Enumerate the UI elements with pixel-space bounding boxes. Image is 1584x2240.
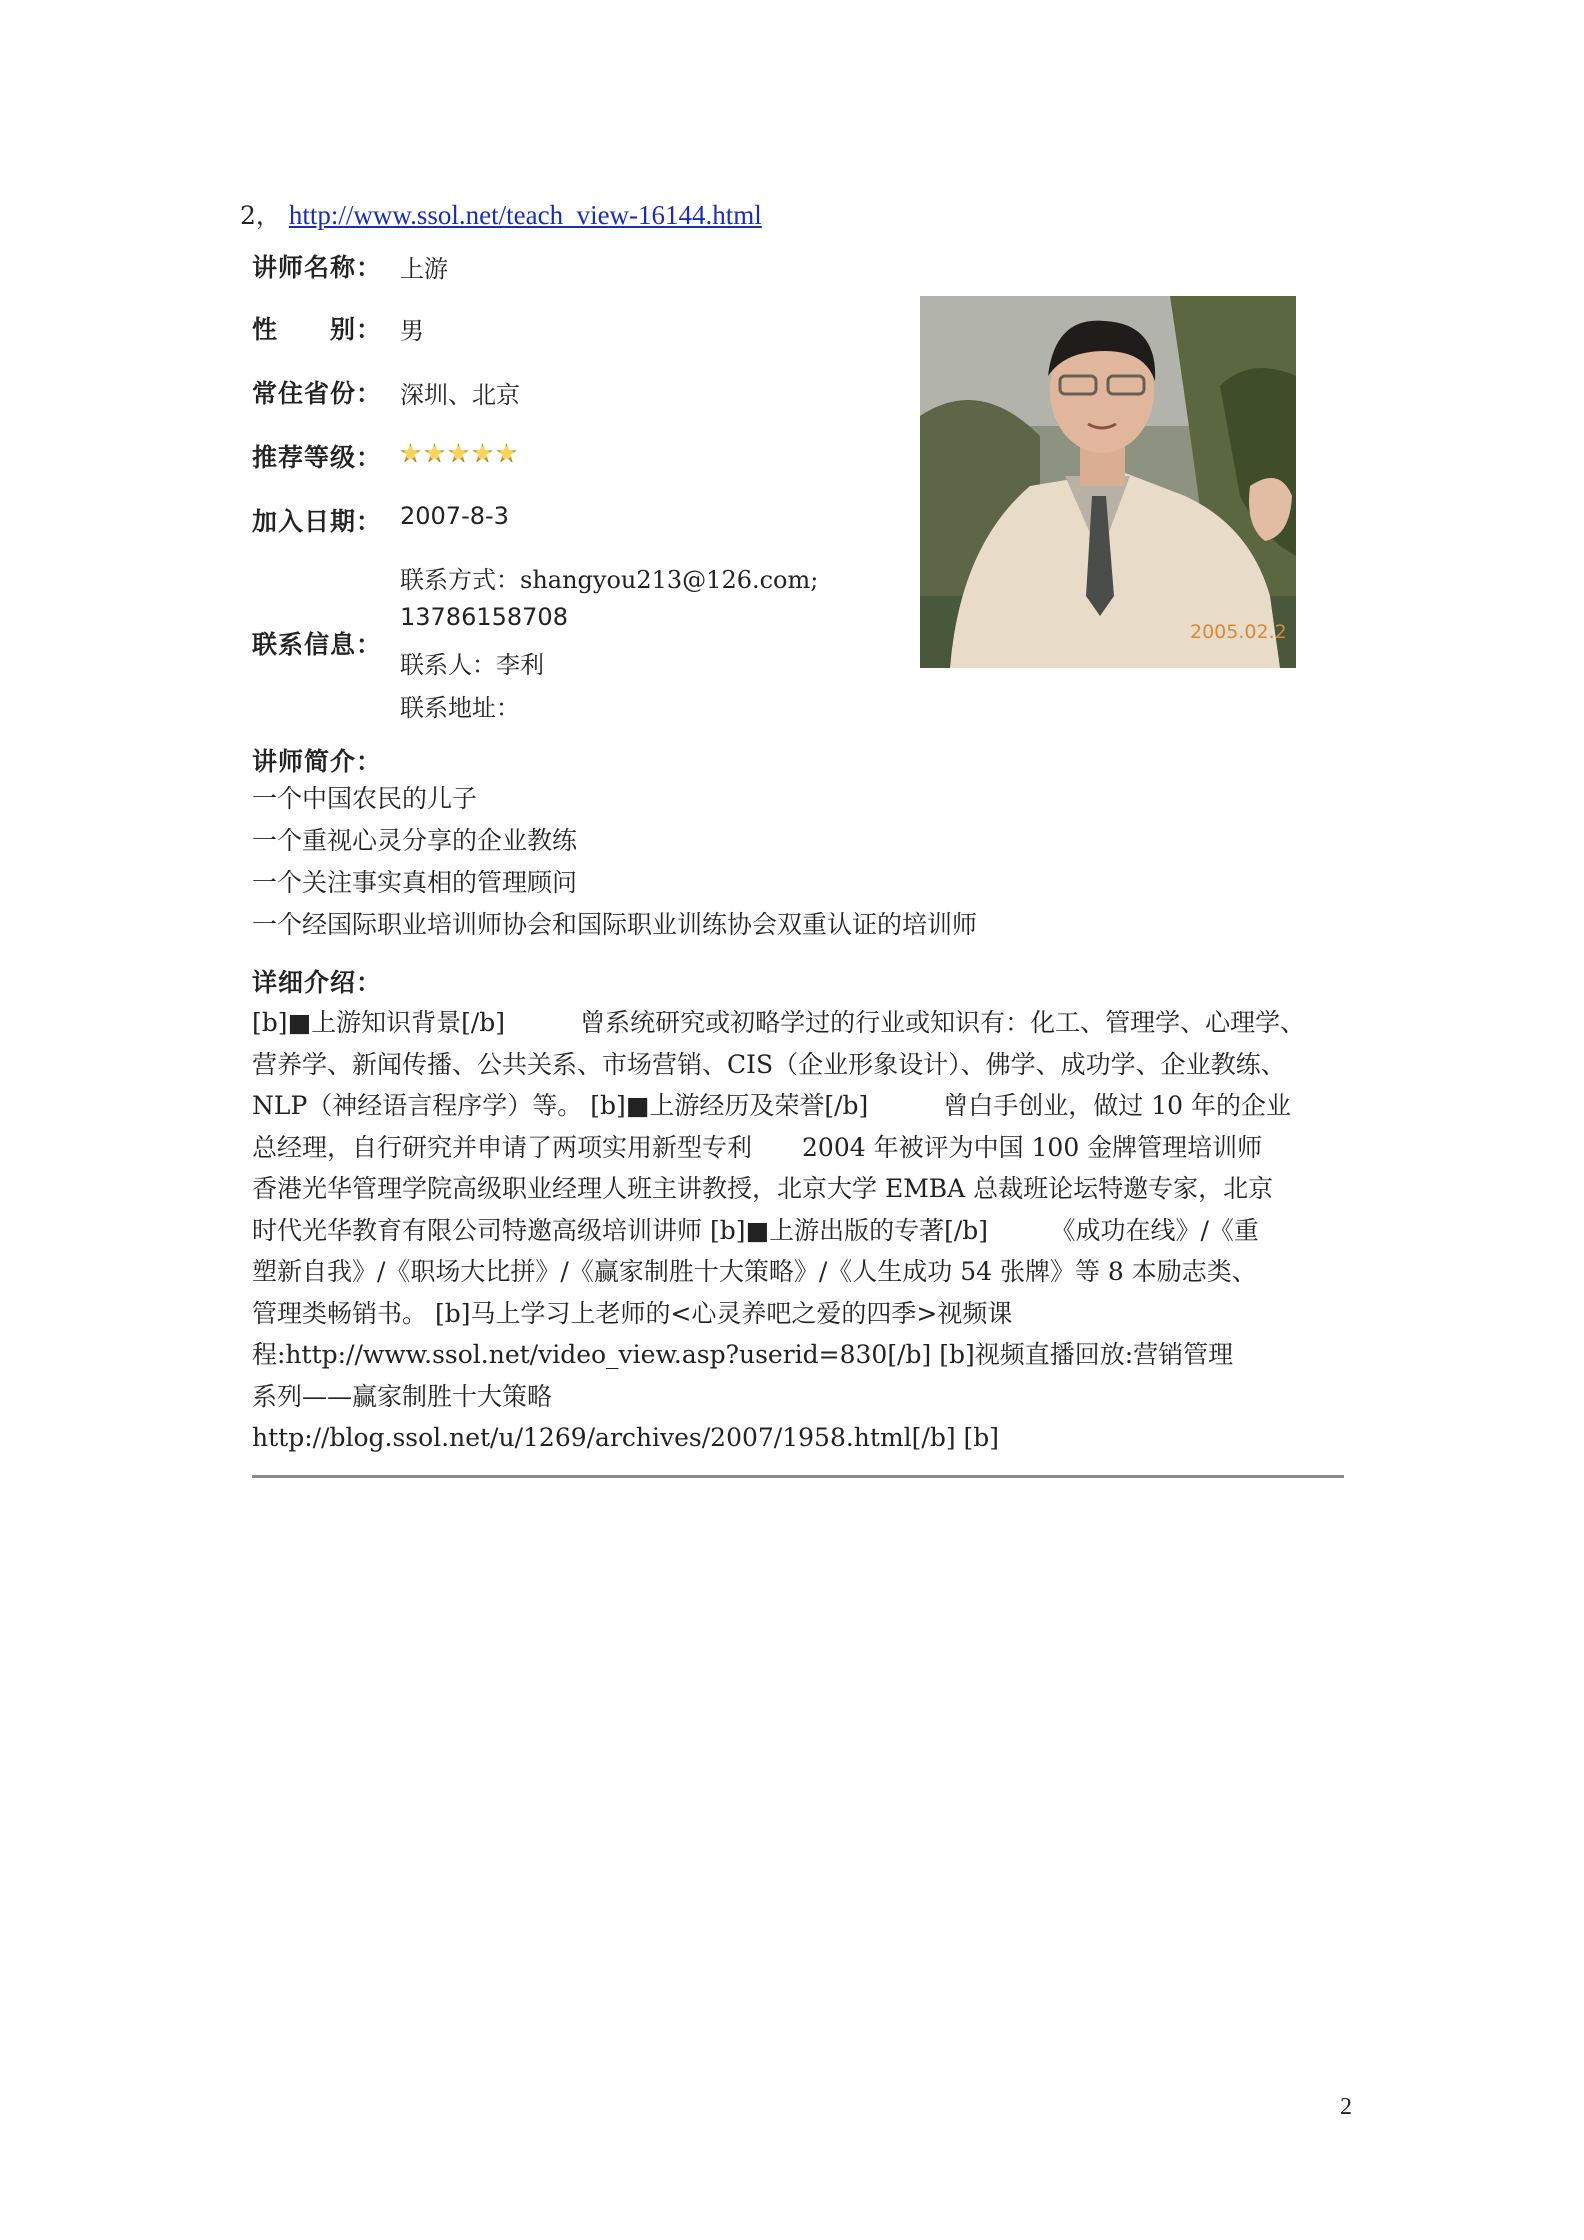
name-value: 上游 [400,255,448,283]
star-icon [472,443,493,464]
intro-line: 一个关注事实真相的管理顾问 [252,868,578,897]
contact-line-4: 联系地址： [400,694,520,722]
contact-line-3: 联系人：李利 [400,651,544,679]
contact-label: 联系信息： [252,630,383,659]
star-icon [400,443,421,464]
province-label: 常住省份： [252,379,383,408]
star-icon [424,443,445,464]
gender-label: 性 别： [252,315,383,344]
detail-line: 程:http://www.ssol.net/video_view.asp?userid=830[/b] [b]视频直播回放:营销管理 [252,1340,1234,1369]
intro-line: 一个重视心灵分享的企业教练 [252,826,578,855]
join-date-label: 加入日期： [252,507,383,536]
section-divider [252,1475,1344,1478]
gender-value: 男 [400,317,424,345]
teacher-photo [920,296,1296,668]
detail-line: [b]■上游知识背景[/b] 曾系统研究或初略学过的行业或知识有：化工、管理学、心理学、 [252,1008,1306,1037]
name-label: 讲师名称： [252,253,383,282]
intro-line: 一个经国际职业培训师协会和国际职业训练协会双重认证的培训师 [252,910,978,939]
photo-date-stamp: 2005.02.2 [1190,621,1287,643]
contact-line-2: 13786158708 [400,603,568,631]
star-icon [496,443,517,464]
detail-line: 时代光华教育有限公司特邀高级培训讲师 [b]■上游出版的专著[/b] 《成功在线》/《重 [252,1215,1259,1245]
detail-line: NLP（神经语言程序学）等。 [b]■上游经历及荣誉[/b] 曾白手创业，做过 10 年的企业 [252,1091,1292,1120]
intro-list [252,778,1342,946]
detail-line: 塑新自我》/《职场大比拼》/《赢家制胜十大策略》/《人生成功 54 张牌》等 8 本励志类、 [252,1257,1257,1286]
rating-label: 推荐等级： [252,443,383,472]
detail-line: 香港光华管理学院高级职业经理人班主讲教授，北京大学 EMBA 总裁班论坛特邀专家，北京 [252,1174,1274,1203]
detail-text [252,1002,1342,1459]
rating-stars [400,443,517,464]
star-icon [448,443,469,464]
page-number: 2 [1340,2094,1352,2120]
teacher-link[interactable]: http://www.ssol.net/teach_view-16144.html [288,200,762,230]
detail-line: 总经理，自行研究并申请了两项实用新型专利 2004 年被评为中国 100 金牌管理培训师 [252,1132,1263,1162]
detail-line: http://blog.ssol.net/u/1269/archives/2007/1958.html[/b] [b] [252,1423,1000,1452]
detail-line: 系列——赢家制胜十大策略 [252,1381,553,1411]
detail-line: 营养学、新闻传播、公共关系、市场营销、CIS（企业形象设计）、佛学、成功学、企业教练、 [252,1049,1286,1079]
detail-line: 管理类畅销书。 [b]马上学习上老师的<心灵养吧之爱的四季>视频课 [252,1298,1013,1328]
contact-line-1: 联系方式：shangyou213@126.com; [400,566,819,594]
item-number: 2， [240,201,281,230]
intro-line: 一个中国农民的儿子 [252,784,478,813]
province-value: 深圳、北京 [400,381,520,409]
detail-label: 详细介绍： [252,968,383,997]
join-date-value: 2007-8-3 [400,502,509,530]
item-heading [240,196,762,232]
intro-label: 讲师简介： [252,747,383,776]
